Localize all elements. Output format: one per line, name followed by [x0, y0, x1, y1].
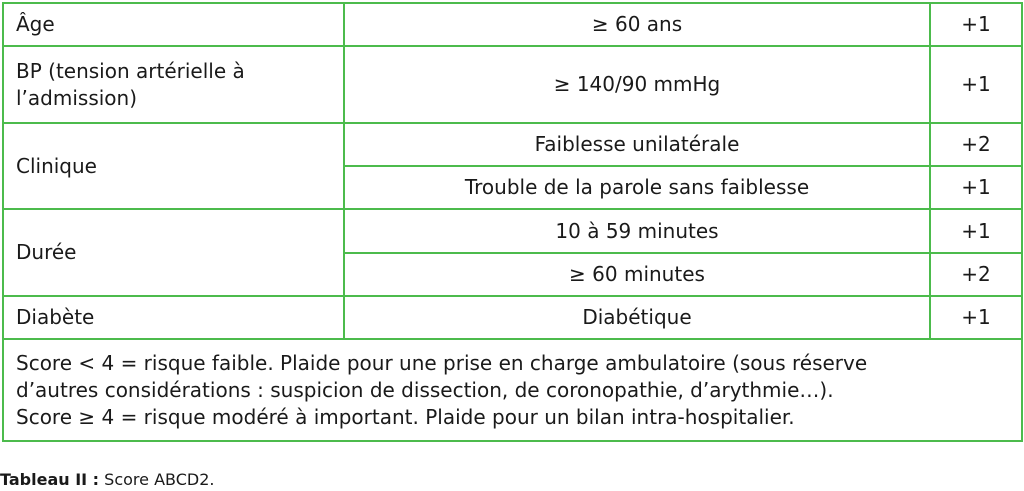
- table-row: [3, 3, 1022, 46]
- note-line: Score ≥ 4 = risque modéré à important. Plaide pour un bilan intra-hospitalier.: [16, 404, 795, 429]
- table-row: [3, 123, 1022, 166]
- points-cell: +1: [930, 296, 1022, 339]
- table-caption: [0, 470, 214, 490]
- value-cell: Diabétique: [344, 296, 930, 339]
- criterion-cell: Diabète: [3, 296, 344, 339]
- value-cell: ≥ 60 ans: [344, 3, 930, 46]
- criterion-cell: BP (tension artérielle à l’admission): [3, 46, 344, 123]
- points-cell: +2: [930, 123, 1022, 166]
- caption-text: Score ABCD2.: [99, 470, 215, 489]
- note-line: Score < 4 = risque faible. Plaide pour une prise en charge ambulatoire (sous réserve: [16, 350, 868, 375]
- points-cell: +1: [930, 209, 1022, 253]
- value-cell: 10 à 59 minutes: [344, 209, 930, 253]
- note-line: d’autres considérations : suspicion de dissection, de coronopathie, d’arythmie…).: [16, 377, 834, 402]
- criterion-cell: Clinique: [3, 123, 344, 209]
- points-cell: +1: [930, 3, 1022, 46]
- value-cell: ≥ 60 minutes: [344, 253, 930, 296]
- points-cell: +1: [930, 46, 1022, 123]
- table-row: [3, 46, 1022, 123]
- table-row: [3, 296, 1022, 339]
- points-cell: +2: [930, 253, 1022, 296]
- criterion-cell: Âge: [3, 3, 344, 46]
- abcd2-score-table: [2, 2, 1023, 442]
- value-cell: Faiblesse unilatérale: [344, 123, 930, 166]
- value-cell: ≥ 140/90 mmHg: [344, 46, 930, 123]
- score-interpretation-note: [3, 339, 1022, 441]
- criterion-cell: Durée: [3, 209, 344, 296]
- points-cell: +1: [930, 166, 1022, 209]
- value-cell: Trouble de la parole sans faiblesse: [344, 166, 930, 209]
- caption-label: Tableau II :: [0, 470, 100, 489]
- table-row: [3, 339, 1022, 441]
- table-row: [3, 209, 1022, 253]
